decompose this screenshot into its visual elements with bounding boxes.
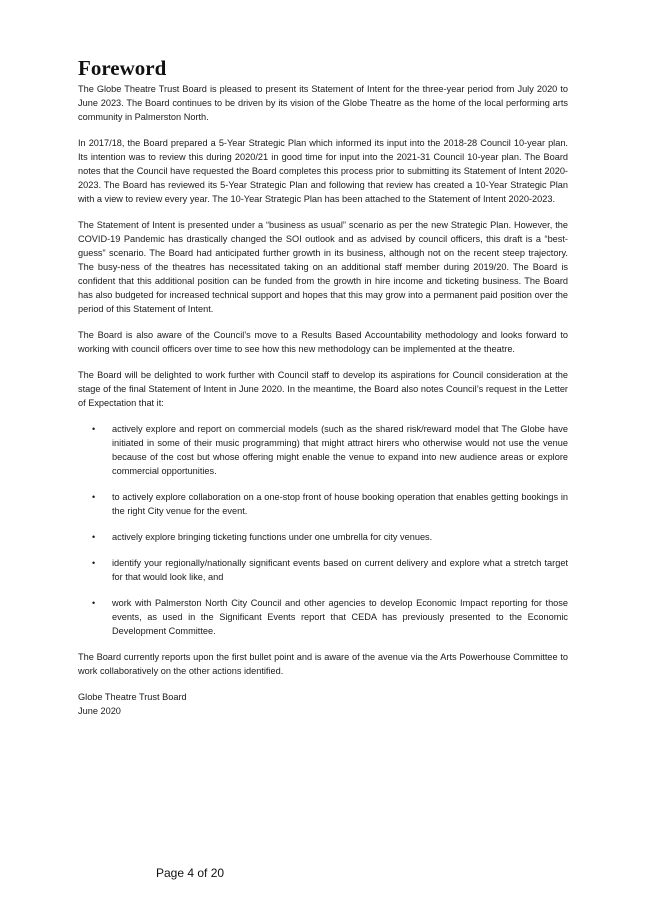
paragraph-intro: The Globe Theatre Trust Board is pleased to present its Statement of Intent for the three-year period from July 2020 to June 2023. The Board continues to be driven by its vision of the Globe Theatre as the home of the local performing arts community in Palmerston North. bbox=[78, 84, 568, 122]
page-number: Page 4 of 20 bbox=[156, 866, 225, 880]
page-title: Foreword bbox=[78, 56, 167, 80]
signoff bbox=[78, 690, 568, 718]
list-item-text: identify your regionally/nationally significant events based on current delivery and explore what a stretch target for that would look like, and bbox=[112, 558, 568, 582]
document-page bbox=[78, 56, 568, 718]
paragraph-closing: The Board currently reports upon the first bullet point and is aware of the avenue via the Arts Powerhouse Committee to work collaboratively on the other actions identified. bbox=[78, 652, 568, 676]
list-item-text: actively explore and report on commercial models (such as the shared risk/reward model that The Globe have initiated in some of their music programming) that might attract hirers who otherwise would not use the venue because of the cost but whose offering might enable the venue to expand into new audience areas or explore commercial opportunities. bbox=[112, 424, 568, 476]
paragraph-statement-of-intent: The Statement of Intent is presented under a “business as usual” scenario as per the new Strategic Plan. However, the COVID-19 Pandemic has drastically changed the SOI outlook and as advised by council officers, this draft is a “best-guess” scenario. The Board had anticipated further growth in its business, although not on the recent steep trajectory. The busy-ness of the theatres has necessitated taking on an additional staff member during 2019/20. The Board is confident that this additional position can be funded from the growth in hire income and ticketing business. The Board has also budgeted for increased technical support and hopes that this may grow into a permanent paid position over the period of this Statement of Intent. bbox=[78, 220, 568, 314]
list-item-text: to actively explore collaboration on a one-stop front of house booking operation that enables getting bookings in the right City venue for the event. bbox=[112, 492, 568, 516]
paragraph-letter-of-expectation: The Board will be delighted to work further with Council staff to develop its aspirations for Council consideration at the stage of the final Statement of Intent in June 2020. In the meantime, the Board also notes Council’s request in the Letter of Expectation that it: bbox=[78, 370, 568, 408]
bullet-icon: • bbox=[92, 492, 96, 502]
paragraph-strategic-plan: In 2017/18, the Board prepared a 5-Year Strategic Plan which informed its input into the 2018-28 Council 10-year plan. Its intention was to review this during 2020/21 in good time for input into the 2021-31 Council 10-year plan. The Board notes that the Council have requested the Board completes this process prior to submitting its Statement of Intent 2020-2023. The Board has reviewed its 5-Year Strategic Plan and following that review has created a 10-Year Strategic Plan with a view to review every year. The 10-Year Strategic Plan has been attached to the Statement of Intent 2020-2023. bbox=[78, 138, 568, 204]
bullet-icon: • bbox=[92, 598, 96, 608]
list-item bbox=[78, 530, 568, 544]
expectations-list bbox=[78, 422, 568, 638]
list-item bbox=[78, 490, 568, 518]
list-item-text: actively explore bringing ticketing functions under one umbrella for city venues. bbox=[112, 532, 433, 542]
list-item bbox=[78, 596, 568, 638]
list-item bbox=[78, 556, 568, 584]
list-item-text: work with Palmerston North City Council and other agencies to develop Economic Impact reporting for those events, as used in the Significant Events report that CEDA has previously presented to the Economic Development Committee. bbox=[112, 598, 568, 636]
bullet-icon: • bbox=[92, 424, 96, 434]
bullet-icon: • bbox=[92, 558, 96, 568]
bullet-icon: • bbox=[92, 532, 96, 542]
signoff-date: June 2020 bbox=[78, 706, 121, 716]
paragraph-rba-methodology: The Board is also aware of the Council’s move to a Results Based Accountability methodology and looks forward to working with council officers over time to see how this new methodology can be implemented at the theatre. bbox=[78, 330, 568, 354]
list-item bbox=[78, 422, 568, 478]
signoff-organisation: Globe Theatre Trust Board bbox=[78, 692, 187, 702]
